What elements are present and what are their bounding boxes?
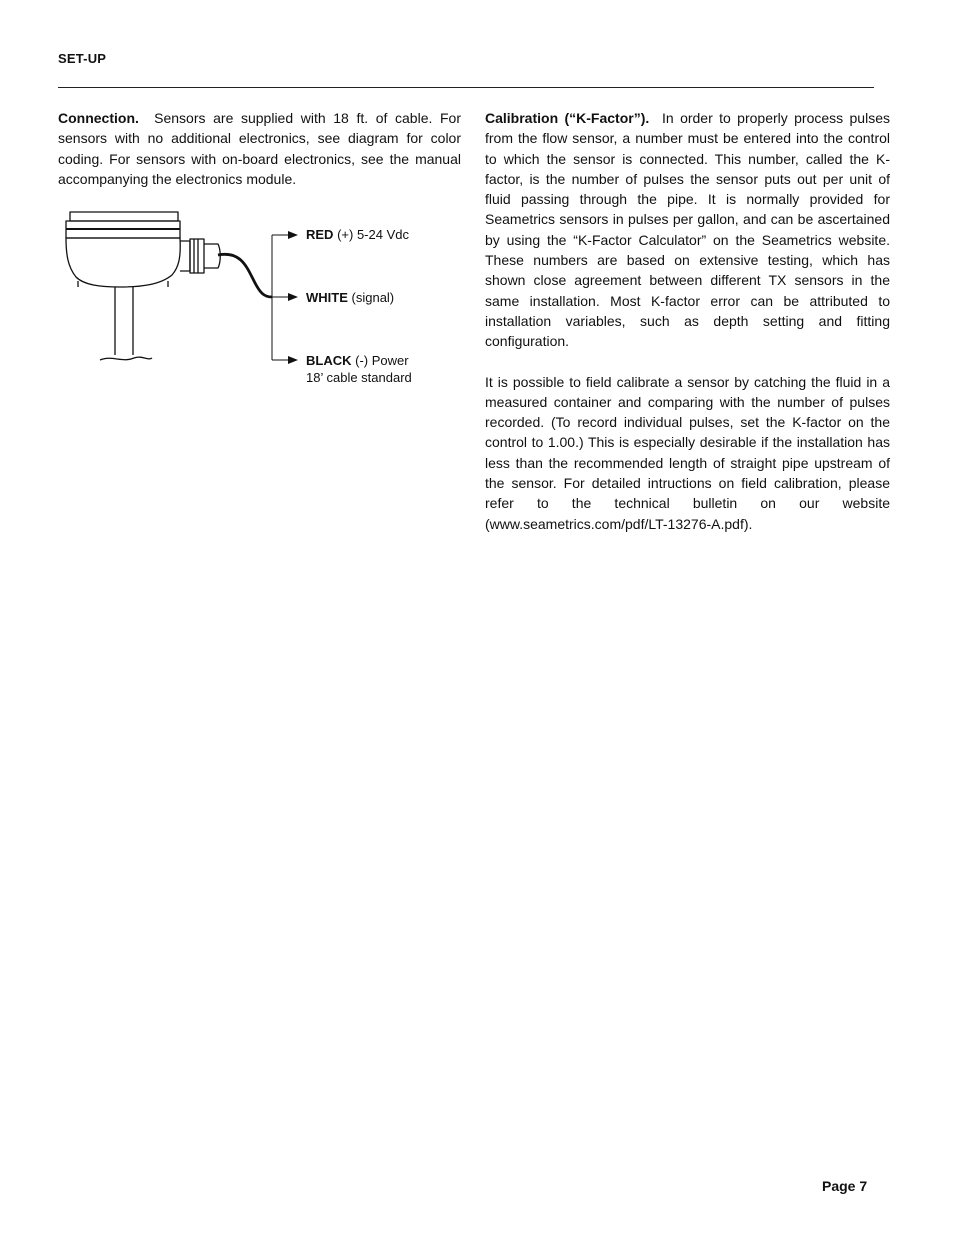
red-wire-name: RED bbox=[306, 227, 334, 242]
section-header: SET-UP bbox=[58, 51, 107, 66]
connection-heading: Connection. bbox=[58, 110, 139, 126]
header-divider bbox=[58, 87, 874, 88]
wire-label-white bbox=[306, 289, 394, 306]
wire-label-black bbox=[306, 352, 412, 386]
calibration-text-1: In order to properly process pulses from the flow sensor, a number must be entered into the control to which the sensor is connected. This number, called the K-factor, is the number of pulses the sensor puts out per unit of fluid passing through the pipe. It is normally provided for Seametrics sensors in pulses per gallon, and can be ascertained by using the “K-Factor Calculator” on the Seametrics website. These numbers are based on extensive testing, which has shown close agreement between different TX sensors in the same installation. Most K-factor error can be attributed to installation variables, such as depth setting and fitting configuration. bbox=[485, 110, 890, 350]
wiring-diagram bbox=[60, 205, 460, 395]
connection-text: Sensors are supplied with 18 ft. of cable. For sensors with no additional electronics, see diagram for color coding. For sensors with on-board electronics, see the manual accompanying the electronics module. bbox=[58, 110, 461, 187]
black-wire-name: BLACK bbox=[306, 353, 352, 368]
calibration-heading: Calibration (“K-Factor”). bbox=[485, 110, 650, 126]
connection-paragraph bbox=[58, 108, 461, 189]
black-wire-detail: (-) Power bbox=[355, 353, 409, 368]
cable-length-note: 18’ cable standard bbox=[306, 370, 412, 385]
wire-label-red bbox=[306, 226, 409, 243]
white-wire-name: WHITE bbox=[306, 290, 348, 305]
connection-column bbox=[58, 108, 461, 189]
calibration-paragraph-1 bbox=[485, 108, 890, 352]
page-number: Page 7 bbox=[822, 1178, 868, 1194]
calibration-column bbox=[485, 108, 890, 534]
red-wire-detail: (+) 5-24 Vdc bbox=[337, 227, 409, 242]
white-wire-detail: (signal) bbox=[351, 290, 395, 305]
calibration-paragraph-2: It is possible to field calibrate a sensor by catching the fluid in a measured container and comparing with the number of pulses recorded. (To record individual pulses, set the K-factor on the control to 1.00.) This is especially desirable if the installation has less than the recommended length of straight pipe upstream of the sensor. For detailed intructions on field calibration, please refer to the technical bulletin on our website (www.seametrics.com/pdf/LT-13276-A.pdf). bbox=[485, 373, 890, 532]
